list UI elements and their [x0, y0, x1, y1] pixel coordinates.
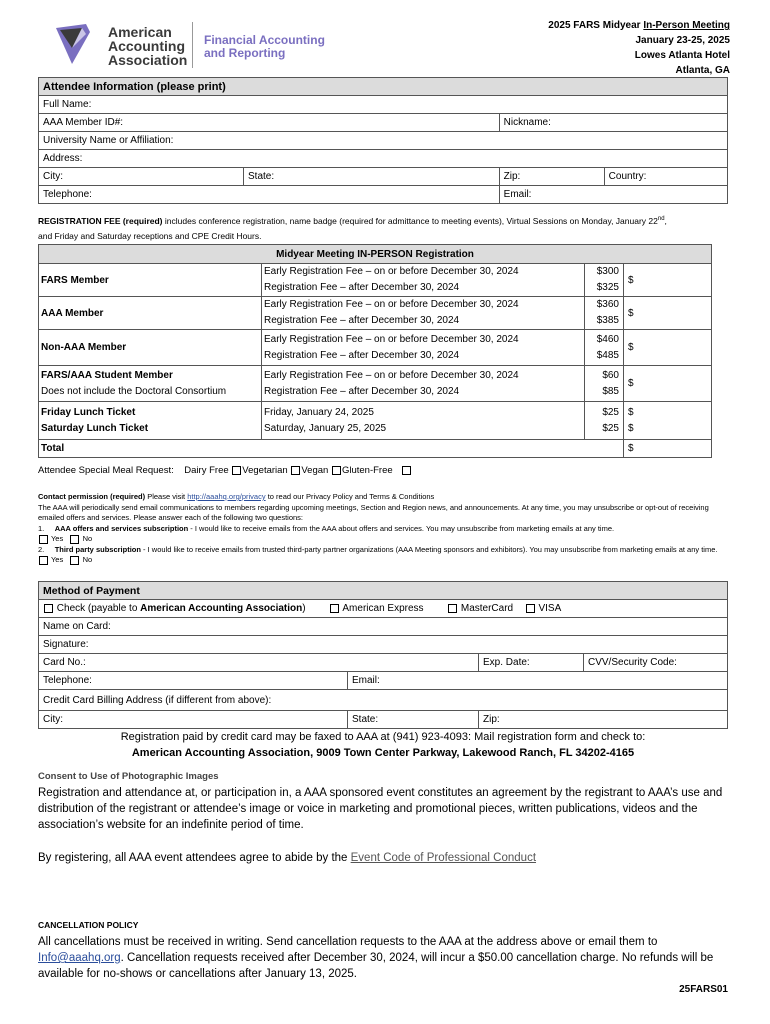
event-city: Atlanta, GA — [675, 65, 730, 76]
fax-line: Registration paid by credit card may be faxed to AAA at (941) 923-4093: Mail registration form and check to: — [120, 731, 646, 743]
fees-row-desc: Early Registration Fee – on or before December 30, 2024 Registration Fee – after December 30, 2024 — [262, 366, 585, 402]
vegetarian-checkbox[interactable] — [232, 466, 241, 475]
logo-org-line3: Association — [108, 52, 188, 68]
contact-heading: Contact permission (required) Please visit http://aaahq.org/privacy to read our Privacy Policy and Terms & Conditions — [38, 492, 435, 501]
logo-org-line1: American — [108, 24, 172, 40]
lunch-dates: Friday, January 24, 2025 Saturday, January 25, 2025 — [262, 402, 585, 440]
lunch-labels: Friday Lunch Ticket Saturday Lunch Ticket — [39, 402, 262, 440]
event-info — [470, 18, 730, 78]
payment-email-field[interactable]: Email: — [348, 672, 728, 690]
fees-row-amount[interactable]: $ — [624, 297, 712, 330]
question-1-options: Yes No — [38, 534, 733, 545]
fax-mail-instructions — [38, 729, 728, 761]
q2-yes-checkbox[interactable] — [39, 556, 48, 565]
registration-fee-note: REGISTRATION FEE (required) includes conference registration, name badge (required for admittance to meeting events), Virtual Sessions on Monday, January 22nd, and Friday and Saturday receptions and CPE Credit Hours. — [38, 215, 667, 241]
mastercard-checkbox[interactable] — [448, 604, 457, 613]
signature-field[interactable]: Signature: — [39, 636, 728, 654]
fees-row-amount[interactable]: $ — [624, 264, 712, 297]
fees-heading: Midyear Meeting IN-PERSON Registration — [39, 245, 712, 264]
event-dates: January 23-25, 2025 — [635, 35, 730, 46]
cvv-field[interactable]: CVV/Security Code: — [584, 654, 728, 672]
cancellation-policy — [38, 920, 733, 982]
q2-no-checkbox[interactable] — [70, 556, 79, 565]
cancellation-text: All cancellations must be received in writing. Send cancellation requests to the AAA at the address above or email them to Info@aaahq.org. Cancellation requests received after December 30, 2024, will incur a $50.00 cancellation charge. No refunds will be available for no-shows or cancellations after January 13, 2025. — [38, 936, 714, 980]
gluten-free-checkbox[interactable] — [332, 466, 341, 475]
card-number-field[interactable]: Card No.: — [39, 654, 479, 672]
billing-state-field[interactable]: State: — [348, 711, 479, 729]
full-name-field[interactable]: Full Name: — [39, 96, 728, 114]
payment-table — [38, 581, 728, 729]
form-code: 25FARS01 — [679, 984, 728, 995]
attendee-table — [38, 77, 728, 204]
fees-row-prices: $460 $485 — [585, 330, 624, 366]
fees-row-prices: $360 $385 — [585, 297, 624, 330]
code-of-conduct-link[interactable]: Event Code of Professional Conduct — [350, 852, 537, 864]
visa-checkbox[interactable] — [526, 604, 535, 613]
photo-consent-text: Registration and attendance at, or participation in, a AAA sponsored event constitutes an agreement by the registrant to AAA’s use and distribution of the registrant or attendee’s image or voice in marketing and promotional pieces, written publications, videos and the association’s website for an indefinite period of time. — [38, 787, 723, 831]
billing-address-field[interactable]: Credit Card Billing Address (if different from above): — [39, 690, 728, 711]
fees-row-desc: Early Registration Fee – on or before December 30, 2024 Registration Fee – after December 30, 2024 — [262, 297, 585, 330]
fees-row-amount[interactable]: $ — [624, 330, 712, 366]
aaa-logo-mark-icon — [52, 22, 92, 66]
event-hotel: Lowes Atlanta Hotel — [634, 50, 730, 61]
logo-section-line1: Financial Accounting — [204, 33, 325, 47]
question-1: 1. AAA offers and services subscription - I would like to receive emails from the AAA about offers and services. You may unsubscribe from marketing emails at any time. — [38, 523, 615, 533]
exp-date-field[interactable]: Exp. Date: — [479, 654, 584, 672]
fees-row-label: FARS Member — [39, 264, 262, 297]
cancellation-heading: CANCELLATION POLICY — [38, 920, 139, 930]
city-field[interactable]: City: — [39, 168, 244, 186]
billing-zip-field[interactable]: Zip: — [479, 711, 728, 729]
logo-section-line2: and Reporting — [204, 46, 286, 60]
attendee-heading: Attendee Information (please print) — [39, 78, 728, 96]
name-on-card-field[interactable]: Name on Card: — [39, 618, 728, 636]
dairy-free-checkbox[interactable] — [402, 466, 411, 475]
amex-checkbox[interactable] — [330, 604, 339, 613]
info-email-link[interactable]: Info@aaahq.org — [38, 952, 121, 964]
state-field[interactable]: State: — [244, 168, 500, 186]
question-2: 2. Third party subscription - I would like to receive emails from trusted third-party partner organizations (AAA Meeting sponsors and exhibitors). You may unsubscribe from marketing emails at any time. — [38, 544, 718, 554]
payment-options: Check (payable to American Accounting Association) American Express MasterCard VISA — [39, 600, 728, 618]
conduct-statement: By registering, all AAA event attendees agree to abide by the Event Code of Professional Conduct — [38, 852, 537, 864]
photo-consent — [38, 771, 728, 833]
fees-table — [38, 244, 712, 458]
special-meal-request: Attendee Special Meal Request: Dairy Free Vegetarian Vegan Gluten-Free — [38, 465, 412, 476]
q1-no-checkbox[interactable] — [70, 535, 79, 544]
zip-field[interactable]: Zip: — [499, 168, 604, 186]
photo-consent-heading: Consent to Use of Photographic Images — [38, 771, 219, 782]
payment-heading: Method of Payment — [39, 582, 728, 600]
fees-row-label: AAA Member — [39, 297, 262, 330]
fees-row-amount[interactable]: $ — [624, 366, 712, 402]
lunch-amounts[interactable]: $ $ — [624, 402, 712, 440]
q1-yes-checkbox[interactable] — [39, 535, 48, 544]
email-field[interactable]: Email: — [499, 186, 727, 204]
fees-row-prices: $300 $325 — [585, 264, 624, 297]
contact-paragraph: The AAA will periodically send email communications to members regarding upcoming meetings, Section and Region news, and announcements. At any time, you may unsubscribe or opt-out of receiving emailed offers and services. Please answer each of the following two questions: — [38, 502, 709, 522]
fees-row-label: FARS/AAA Student Member Does not include the Doctoral Consortium — [39, 366, 262, 402]
lunch-prices: $25 $25 — [585, 402, 624, 440]
question-2-options: Yes No — [38, 555, 733, 566]
telephone-field[interactable]: Telephone: — [39, 186, 500, 204]
nickname-field[interactable]: Nickname: — [499, 114, 727, 132]
university-field[interactable]: University Name or Affiliation: — [39, 132, 728, 150]
aaa-logo — [52, 22, 332, 70]
country-field[interactable]: Country: — [604, 168, 727, 186]
mail-address: American Accounting Association, 9009 Town Center Parkway, Lakewood Ranch, FL 34202-4165 — [131, 747, 635, 759]
contact-permission — [38, 492, 733, 566]
vegan-checkbox[interactable] — [291, 466, 300, 475]
fees-row-prices: $60 $85 — [585, 366, 624, 402]
total-amount[interactable]: $ — [624, 440, 712, 458]
payment-telephone-field[interactable]: Telephone: — [39, 672, 348, 690]
check-checkbox[interactable] — [44, 604, 53, 613]
logo-org-line2: Accounting — [108, 38, 185, 54]
fees-row-desc: Early Registration Fee – on or before December 30, 2024 Registration Fee – after December 30, 2024 — [262, 264, 585, 297]
total-label: Total — [39, 440, 624, 458]
fees-row-label: Non-AAA Member — [39, 330, 262, 366]
fees-row-desc: Early Registration Fee – on or before December 30, 2024 Registration Fee – after December 30, 2024 — [262, 330, 585, 366]
member-id-field[interactable]: AAA Member ID#: — [39, 114, 500, 132]
event-title: 2025 FARS Midyear In-Person Meeting — [548, 20, 730, 31]
privacy-link[interactable]: http://aaahq.org/privacy — [187, 492, 266, 501]
billing-city-field[interactable]: City: — [39, 711, 348, 729]
address-field[interactable]: Address: — [39, 150, 728, 168]
